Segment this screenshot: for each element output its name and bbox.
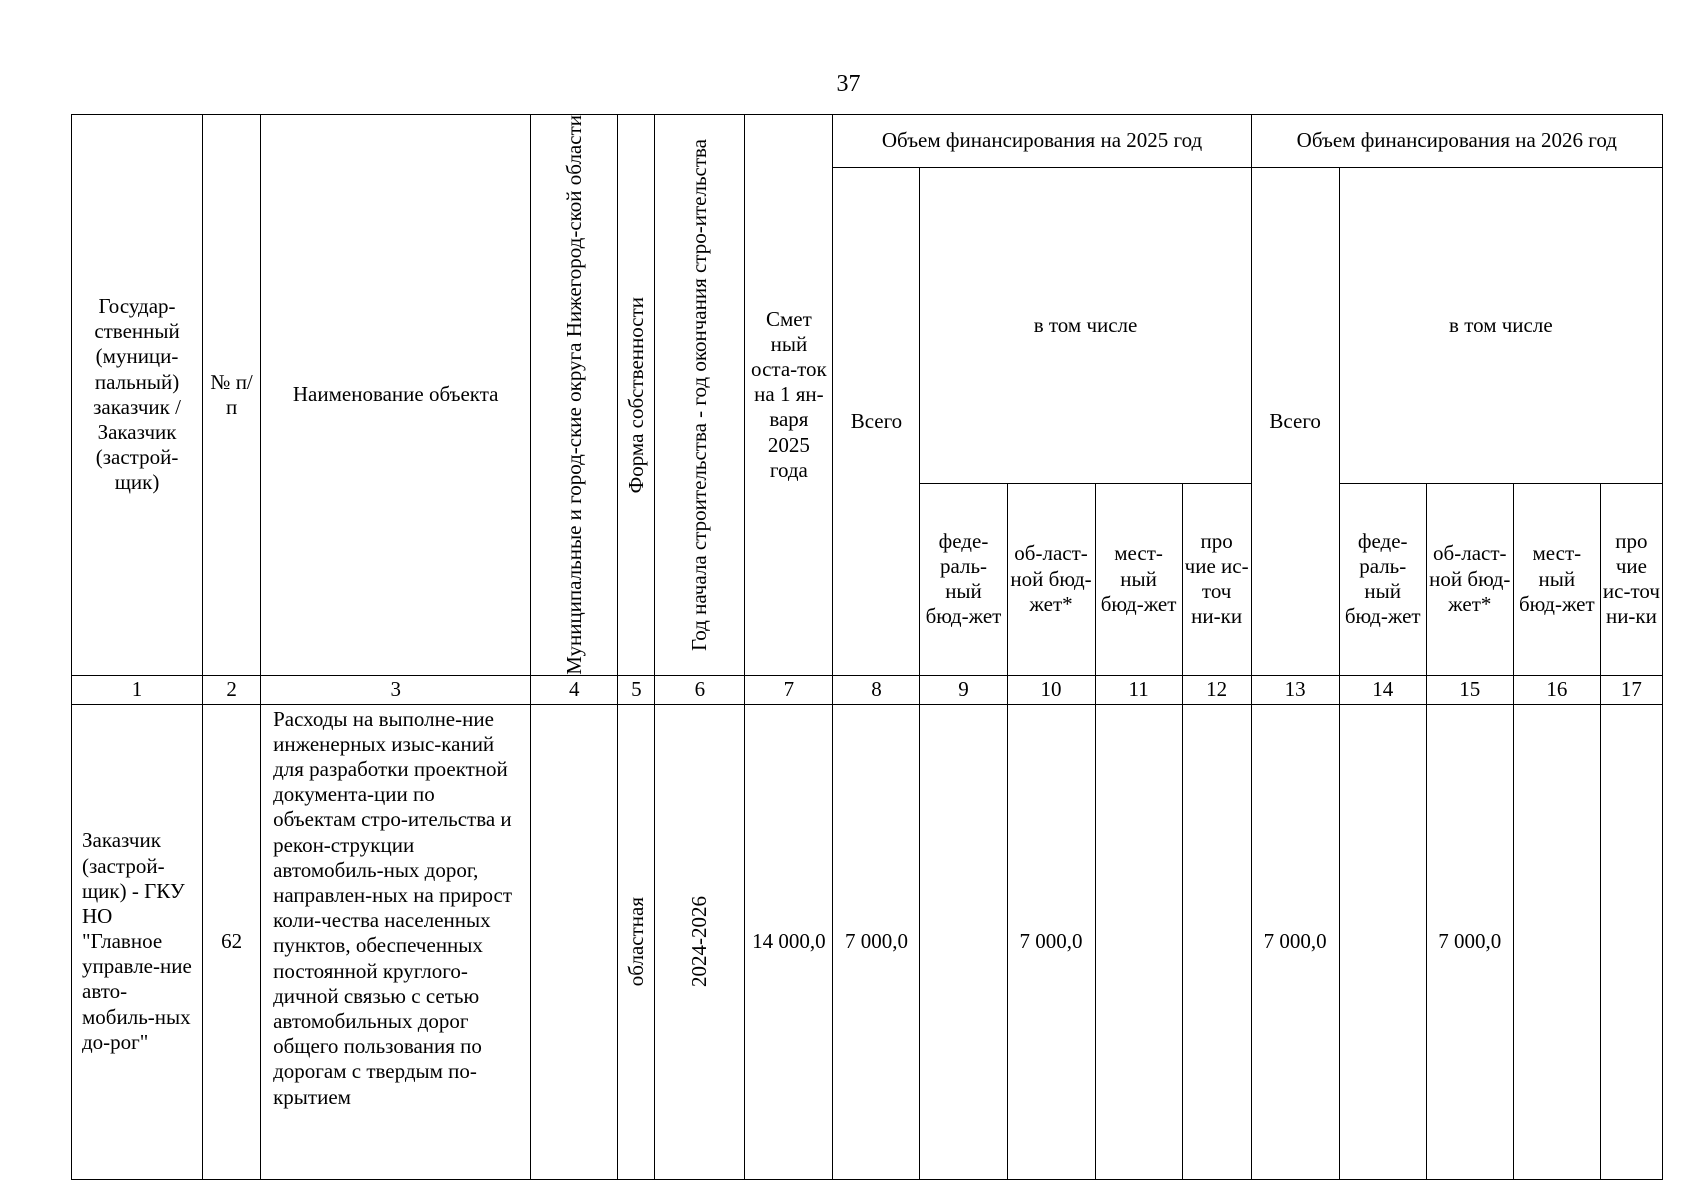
cell-object-name: Расходы на выполне-ние инженерных изыс-каний для разработки проектной документа-ции по объектам стро-ительства и рекон-струкции автомобиль-ных дорог, направлен-ных на прирост коли-чества населенных пунктов, обеспеченных постоянной круглого-дичной связью с сетью автомобильных дорог общего пользования по дорогам с твердым по-крытием [261, 704, 531, 1179]
cell-number: 62 [203, 704, 261, 1179]
header-other-2026: про чие ис-точ ни-ки [1600, 483, 1662, 675]
cell-total-2025: 7 000,0 [833, 704, 920, 1179]
header-local-2026: мест-ный бюд-жет [1513, 483, 1600, 675]
column-number: 2 [203, 675, 261, 704]
column-number: 12 [1182, 675, 1251, 704]
column-number: 13 [1251, 675, 1339, 704]
column-number: 1 [72, 675, 203, 704]
cell-federal-2026 [1339, 704, 1426, 1179]
cell-years [655, 704, 745, 1179]
column-number: 9 [920, 675, 1007, 704]
header-regional-2026: об-ласт-ной бюд-жет* [1426, 483, 1513, 675]
cell-local-2025 [1095, 704, 1182, 1179]
header-local-2025: мест-ный бюд-жет [1095, 483, 1182, 675]
column-number: 17 [1600, 675, 1662, 704]
cell-ownership [618, 704, 655, 1179]
header-including-2026: в том числе [1339, 168, 1662, 484]
column-number: 4 [531, 675, 618, 704]
column-number: 10 [1007, 675, 1095, 704]
header-years [655, 115, 745, 676]
column-number: 8 [833, 675, 920, 704]
financing-table [71, 114, 1663, 1180]
cell-other-2026 [1600, 704, 1662, 1179]
cell-total-2026: 7 000,0 [1251, 704, 1339, 1179]
header-municipality [531, 115, 618, 676]
cell-ownership-text: областная [623, 897, 648, 987]
header-federal-2026: феде-раль-ный бюд-жет [1339, 483, 1426, 675]
header-number: № п/п [203, 115, 261, 676]
column-number: 5 [618, 675, 655, 704]
header-years-text: Год начала строительства - год окончания стро-ительства [687, 138, 712, 651]
header-fin-2026: Объем финансирования на 2026 год [1251, 115, 1662, 168]
column-number: 15 [1426, 675, 1513, 704]
column-number: 7 [745, 675, 833, 704]
cell-years-text: 2024-2026 [687, 896, 712, 988]
header-ownership-text: Форма собственности [623, 296, 648, 494]
cell-federal-2025 [920, 704, 1007, 1179]
cell-local-2026 [1513, 704, 1600, 1179]
header-customer: Государ-ственный (муници-пальный) заказчик / Заказчик (застрой-щик) [72, 115, 203, 676]
header-other-2025: про чие ис-точ ни-ки [1182, 483, 1251, 675]
header-municipality-text: Муниципальные и город-ские округа Нижегород-ской области [561, 115, 586, 675]
cell-regional-2025: 7 000,0 [1007, 704, 1095, 1179]
header-fin-2025: Объем финансирования на 2025 год [833, 115, 1251, 168]
cell-municipality [531, 704, 618, 1179]
column-number: 3 [261, 675, 531, 704]
header-total-2026: Всего [1251, 168, 1339, 676]
column-number: 11 [1095, 675, 1182, 704]
header-object-name: Наименование объекта [261, 115, 531, 676]
header-total-2025: Всего [833, 168, 920, 676]
header-regional-2025: об-ласт-ной бюд-жет* [1007, 483, 1095, 675]
page-number: 37 [836, 71, 861, 97]
cell-regional-2026: 7 000,0 [1426, 704, 1513, 1179]
header-estimate-balance: Смет ный оста-ток на 1 ян-варя 2025 года [745, 115, 833, 676]
header-ownership [618, 115, 655, 676]
table-row [72, 704, 1663, 1179]
header-including-2025: в том числе [920, 168, 1251, 484]
column-number: 14 [1339, 675, 1426, 704]
cell-other-2025 [1182, 704, 1251, 1179]
header-federal-2025: феде-раль-ный бюд-жет [920, 483, 1007, 675]
cell-customer: Заказчик (застрой-щик) - ГКУ НО "Главное управле-ние авто-мобиль-ных до-рог" [72, 704, 203, 1179]
column-number: 16 [1513, 675, 1600, 704]
cell-estimate-balance: 14 000,0 [745, 704, 833, 1179]
column-number: 6 [655, 675, 745, 704]
